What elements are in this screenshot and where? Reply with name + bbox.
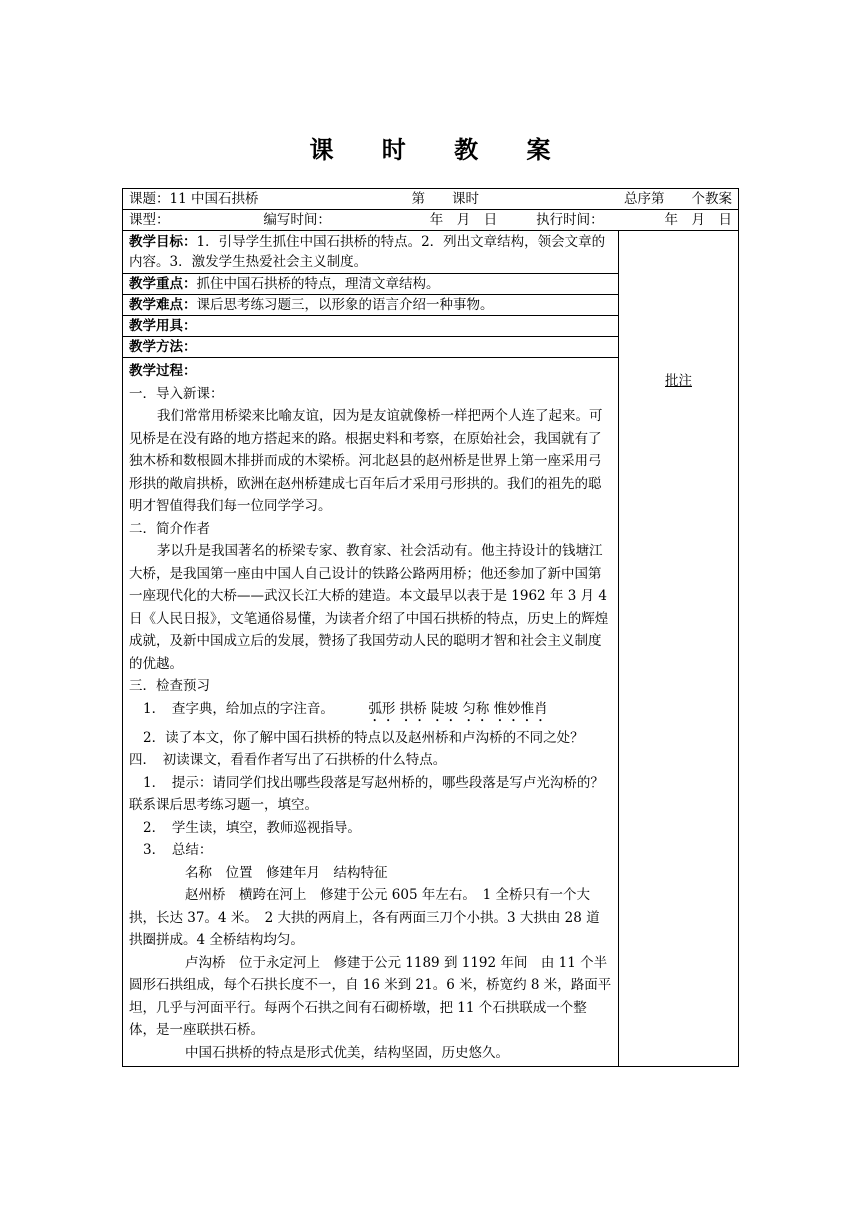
process-label: 教学过程： bbox=[129, 363, 197, 379]
key-text: 抓住中国石拱桥的特点，理清文章结构。 bbox=[196, 276, 440, 292]
section-2-title: 二．简介作者 bbox=[129, 520, 210, 537]
section-4-item-3: 3． 总结： bbox=[143, 842, 213, 858]
topic-field: 课题：11 中国石拱桥 bbox=[129, 191, 259, 207]
exec-date-field: 年 月 日 bbox=[664, 212, 732, 228]
section-4-title: 四． 初读课文，看看作者写出了石拱桥的什么特点。 bbox=[129, 752, 447, 768]
section-4-item-1: 1． 提示：请同学们找出哪些段落是写赵州桥的，哪些段落是写卢光沟桥的？联系课后思考练习题一，填空。 bbox=[129, 774, 604, 813]
pinyin-word-4: 匀称 bbox=[462, 700, 490, 717]
summary-table-header: 名称 位置 修建年月 结构特征 bbox=[185, 864, 388, 881]
section-1-title: 一．导入新课： bbox=[129, 385, 224, 402]
pinyin-word-3: 陡坡 bbox=[431, 700, 459, 717]
write-time-label: 编写时间： bbox=[263, 212, 331, 228]
lesson-plan-table bbox=[122, 188, 739, 1067]
write-date-field: 年 月 日 bbox=[429, 212, 498, 228]
summary-conclusion: 中国石拱桥的特点是形式优美，结构坚固，历史悠久。 bbox=[185, 1044, 509, 1061]
page-title: 课 时 教 案 bbox=[309, 135, 571, 164]
difficult-text: 课后思考练习题三，以形象的语言介绍一种事物。 bbox=[196, 297, 494, 313]
pinyin-word-1: 弧形 bbox=[368, 700, 396, 717]
tools-label: 教学用具： bbox=[129, 318, 197, 334]
section-1-paragraph: 我们常常用桥梁来比喻友谊，因为是友谊就像桥一样把两个人连了起来。可见桥是在没有路的地方搭起来的路。根据史料和考察，在原始社会，我国就有了独木桥和数根圆木排拼而成的木梁桥。河北赵县的赵州桥是世界上第一座采用弓形拱的敞肩拱桥，欧洲在赵州桥建成七百年后才采用弓形拱的。我们的祖先的聪明才智值得我们每一位同学学习。 bbox=[129, 408, 603, 514]
lesson-number-field: 第 课时 bbox=[411, 191, 479, 207]
section-4-item-2: 2． 学生读，填空，教师巡视指导。 bbox=[143, 819, 361, 836]
zhaozhou-bridge-row: 赵州桥 横跨在河上 修建于公元 605 年左右。 1 全桥只有一个大拱，长达 37。4 米。 2 大拱的两肩上，各有两面三刀个小拱。3 大拱由 28 道拱圈拼成。4 全桥结构均匀。 bbox=[129, 887, 600, 948]
pinyin-word-5: 惟妙惟肖 bbox=[493, 700, 548, 717]
key-label: 教学重点： bbox=[129, 276, 197, 292]
section-3-question-1 bbox=[129, 698, 612, 725]
lesson-type-field: 课型： bbox=[129, 212, 170, 228]
goal-text: 1．引导学生抓住中国石拱桥的特点。2．列出文章结构，领会文章的内容。3．激发学生热爱社会主义制度。 bbox=[129, 234, 606, 270]
header-row-2 bbox=[123, 210, 739, 231]
pinyin-word-2: 拱桥 bbox=[399, 700, 427, 717]
total-sequence-field: 总序第 个教案 bbox=[624, 191, 732, 207]
section-2-paragraph: 茅以升是我国著名的桥梁专家、教育家、社会活动有。他主持设计的钱塘江大桥，是我国第一座由中国人自己设计的铁路公路两用桥；他还参加了新中国第一座现代化的大桥——武汉长江大桥的建造。本文最早以表于是 1962 年 3 月 4 日《人民日报》，文笔通俗易懂，为读者介绍了中国石拱桥的特点，历史上的辉煌成就，及新中国成立后的发展，赞扬了我国劳动人民的聪明才智和社会主义制度的优越。 bbox=[129, 543, 609, 672]
method-label: 教学方法： bbox=[129, 339, 197, 355]
section-3-question-2: 2．读了本文，你了解中国石拱桥的特点以及赵州桥和卢沟桥的不同之处？ bbox=[143, 729, 584, 746]
header-row-1 bbox=[123, 189, 739, 210]
annotation-column bbox=[619, 231, 739, 1067]
section-3-title: 三．检查预习 bbox=[129, 678, 210, 694]
goal-label: 教学目标： bbox=[129, 234, 197, 250]
annotation-label: 批注 bbox=[665, 373, 692, 389]
difficult-label: 教学难点： bbox=[129, 297, 197, 313]
exec-time-label: 执行时间： bbox=[536, 212, 604, 228]
question-1-text: 1． 查字典，给加点的字注音。 bbox=[143, 700, 334, 717]
lugou-bridge-row: 卢沟桥 位于永定河上 修建于公元 1189 到 1192 年间 由 11 个半圆形石拱组成，每个石拱长度不一，自 16 米到 21。6 米，桥宽约 8 米，路面平坦，几乎与河面平行。每两个石拱之间有石砌桥墩，把 11 个石拱联成一个整体，是一座联拱石桥。 bbox=[129, 954, 612, 1038]
goal-row bbox=[123, 231, 739, 274]
